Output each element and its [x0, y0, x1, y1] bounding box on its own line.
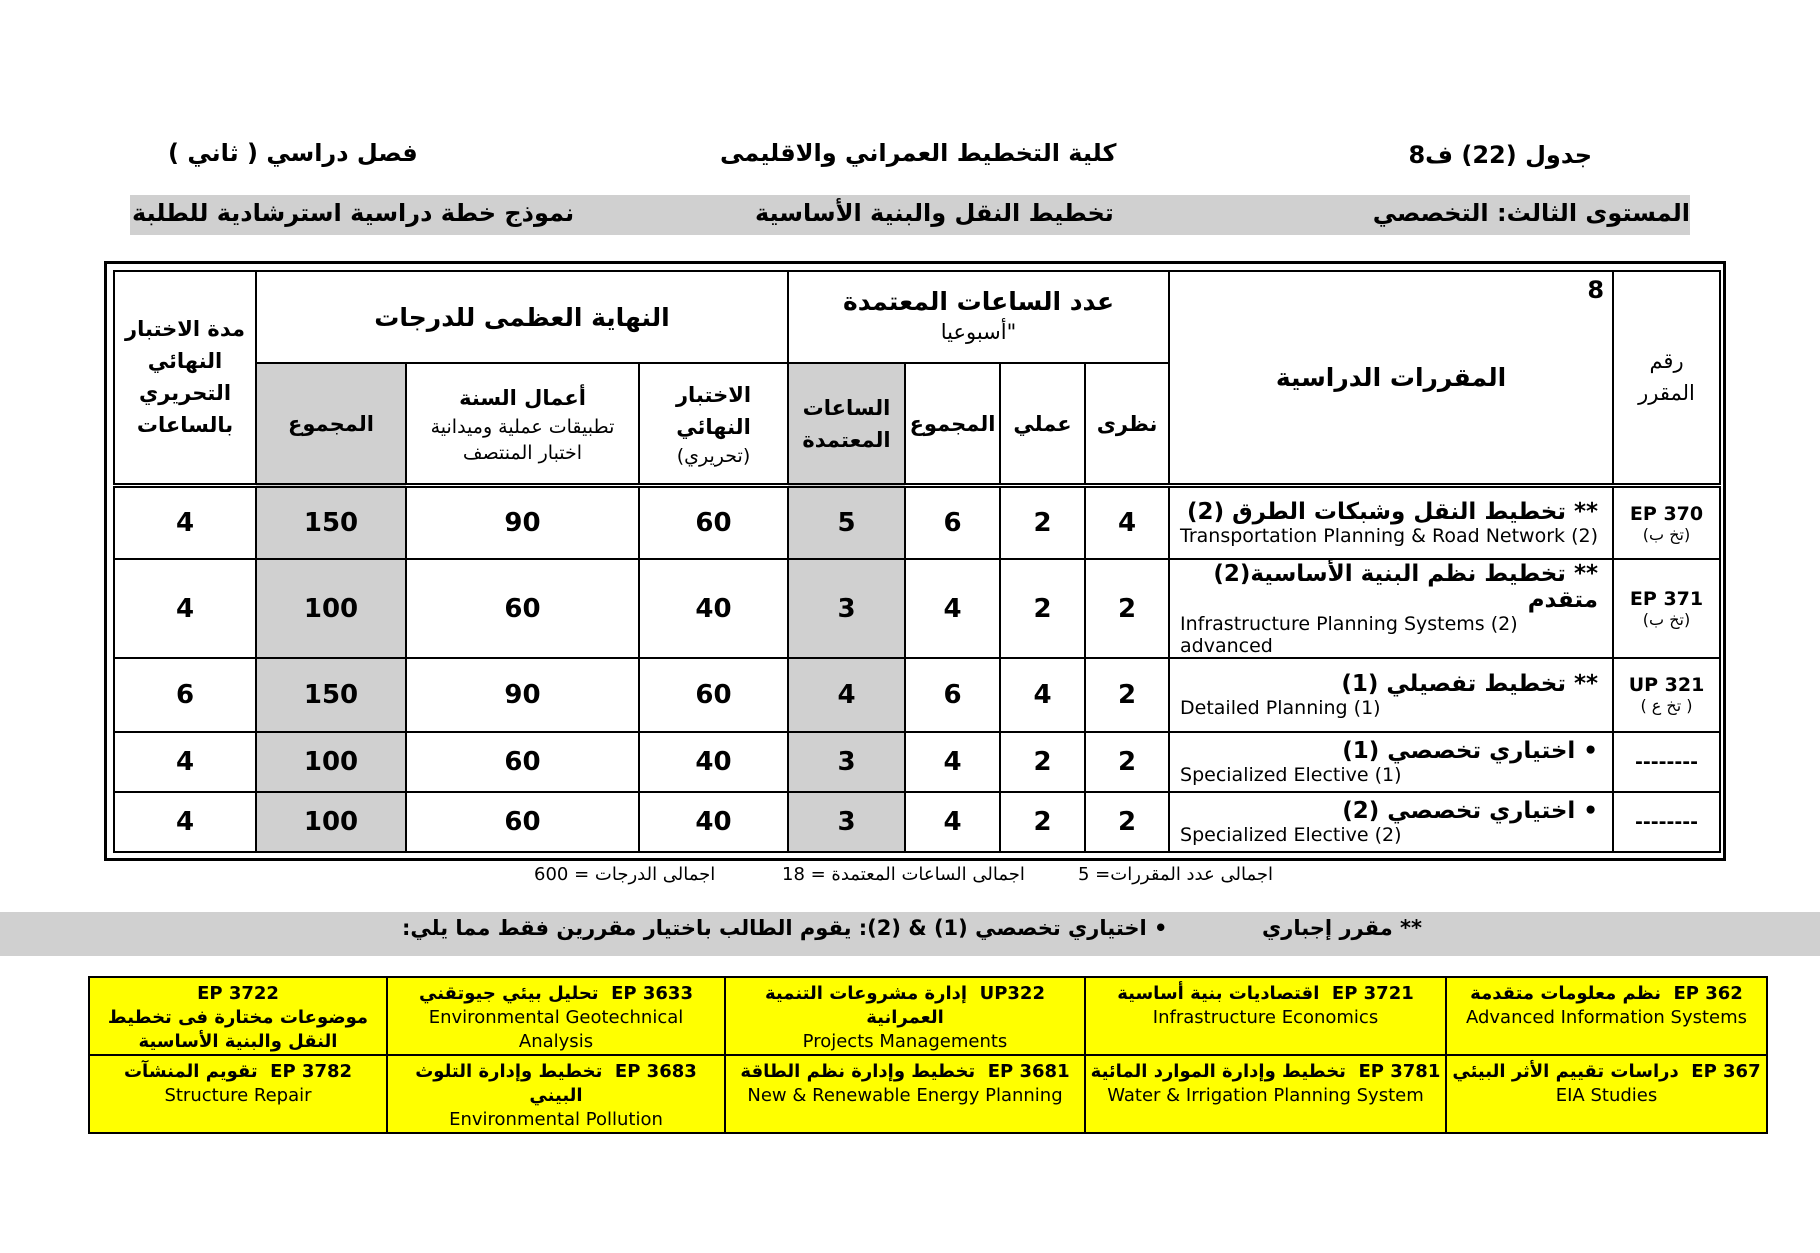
elective-cell: EP 3781 تخطيط وإدارة الموارد المائية Water & Irrigation Planning System: [1085, 1055, 1446, 1133]
elective-cell: UP322 إدارة مشروعات التنمية العمرانية Projects Managements: [725, 977, 1085, 1055]
col-credit-header: الساعات المعتمدة: [788, 363, 905, 485]
electives-table: [88, 976, 1768, 1134]
elective-cell: EP 3683 تخطيط وإدارة التلوث البيني Environmental Pollution: [387, 1055, 725, 1133]
table-row: 4 100 60 40 3 4 2 2 • اختياري تخصصي (2) Specialized Elective (2) --------: [114, 792, 1720, 852]
total-credit-hours: اجمالى الساعات المعتمدة = 18: [782, 864, 1025, 885]
col-theory-header: نظرى: [1085, 363, 1169, 485]
elective-cell: EP 3722 موضوعات مختارة فى تخطيط النقل والبنية الأساسية: [89, 977, 387, 1055]
total-courses: اجمالى عدد المقررات= 5: [1078, 864, 1273, 885]
col-duration-header: مدة الاختبار النهائي التحريري بالساعات: [114, 271, 256, 485]
faculty-title: كلية التخطيط العمراني والاقليمى: [720, 139, 1117, 167]
course-cell: • اختياري تخصصي (1) Specialized Elective (1): [1169, 732, 1613, 792]
table-row: 4 100 60 40 3 4 2 2 • اختياري تخصصي (1) Specialized Elective (1) --------: [114, 732, 1720, 792]
col-hours-group-header: عدد الساعات المعتمدة أسبوعيا": [788, 271, 1169, 363]
col-courses-header: المقررات الدراسية 8: [1169, 271, 1613, 485]
total-grades: اجمالى الدرجات = 600: [534, 864, 716, 885]
elective-cell: EP 3681 تخطيط وإدارة نظم الطاقة New & Renewable Energy Planning: [725, 1055, 1085, 1133]
col-final-exam-header: الاختبار النهائي (تحريري): [639, 363, 788, 485]
course-cell: ** تخطيط تفصيلي (1) Detailed Planning (1): [1169, 658, 1613, 732]
course-cell: ** تخطيط النقل وشبكات الطرق (2) Transportation Planning & Road Network (2): [1169, 485, 1613, 559]
semester-label: فصل دراسي ( ثاني ): [168, 139, 418, 167]
plan-title: نموذج خطة دراسية استرشادية للطلبة: [132, 199, 575, 227]
elective-cell: EP 3782 تقويم المنشآت Structure Repair: [89, 1055, 387, 1133]
col-code-header: رقم المقرر: [1613, 271, 1720, 485]
elective-cell: EP 3633 تحليل بيئي جيوتقني Environmental Geotechnical Analysis: [387, 977, 725, 1055]
corner-number: 8: [1587, 276, 1605, 304]
course-code: --------: [1613, 792, 1720, 852]
elective-cell: EP 3721 اقتصاديات بنية أساسية Infrastructure Economics: [1085, 977, 1446, 1055]
course-code: UP 321 ( تخ ع ): [1613, 658, 1720, 732]
col-total-hours-header: المجموع: [905, 363, 1000, 485]
elective-cell: EP 362 نظم معلومات متقدمة Advanced Information Systems: [1446, 977, 1767, 1055]
table-number: جدول (22) ف8: [1408, 141, 1592, 169]
elective-note: • اختياري تخصصي (1) & (2): يقوم الطالب باختيار مقررين فقط مما يلي:: [402, 916, 1168, 940]
study-plan-table: [113, 270, 1721, 853]
course-code: EP 371 (تخ ب): [1613, 559, 1720, 657]
course-cell: • اختياري تخصصي (2) Specialized Elective (2): [1169, 792, 1613, 852]
table-row: 4 100 60 40 3 4 2 2 ** تخطيط نظم البنية الأساسية(2) متقدم Infrastructure Planning Systems (2) advanced EP 371 (تخ ب): [114, 559, 1720, 657]
course-cell: ** تخطيط نظم البنية الأساسية(2) متقدم Infrastructure Planning Systems (2) advanced: [1169, 559, 1613, 657]
table-row: 6 150 90 60 4 6 4 2 ** تخطيط تفصيلي (1) Detailed Planning (1) UP 321 ( تخ ع ): [114, 658, 1720, 732]
course-code: --------: [1613, 732, 1720, 792]
level-label: المستوى الثالث: التخصصي: [1372, 199, 1690, 227]
col-practical-header: عملي: [1000, 363, 1085, 485]
mandatory-note: ** مقرر إجباري: [1262, 916, 1422, 940]
department-label: تخطيط النقل والبنية الأساسية: [755, 199, 1114, 227]
elective-cell: EP 367 دراسات تقييم الأثر البيئي EIA Studies: [1446, 1055, 1767, 1133]
col-grades-group-header: النهاية العظمى للدرجات: [256, 271, 788, 363]
col-year-work-header: أعمال السنة تطبيقات عملية وميدانية اختبار المنتصف: [406, 363, 639, 485]
course-code: EP 370 (تخ ب): [1613, 485, 1720, 559]
table-row: 4 150 90 60 5 6 2 4 ** تخطيط النقل وشبكات الطرق (2) Transportation Planning & Road Network (2) EP 370 (تخ ب): [114, 485, 1720, 559]
col-total-grades-header: المجموع: [256, 363, 406, 485]
